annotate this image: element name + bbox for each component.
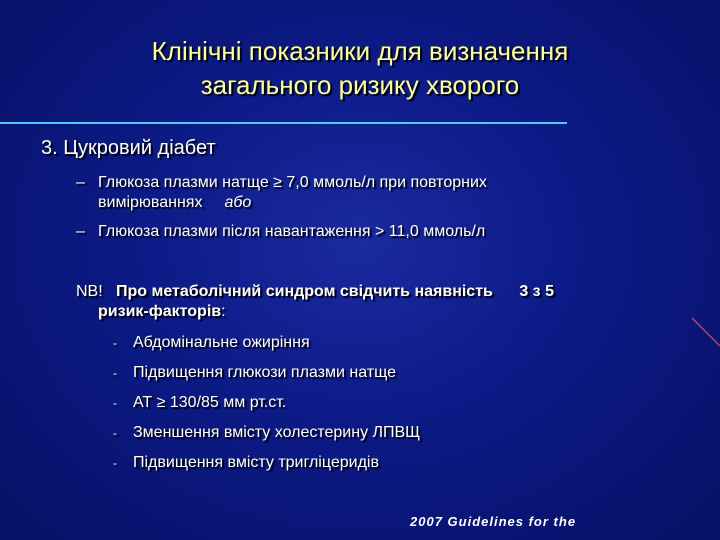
bullet-icon: - bbox=[113, 336, 117, 350]
slide-title bbox=[20, 34, 700, 102]
list-item bbox=[113, 333, 420, 363]
risk-factor-text: Абдомінальне ожиріння bbox=[133, 334, 310, 351]
slide-title-line-1: Клінічні показники для визначення bbox=[151, 36, 569, 66]
connector-word: або bbox=[224, 194, 252, 211]
criterion-text-cont: вимірюваннях bbox=[98, 194, 203, 211]
criterion-text: Глюкоза плазми після навантаження > 11,0 ммоль/л bbox=[98, 223, 486, 240]
decorative-line bbox=[690, 300, 720, 360]
list-item bbox=[113, 363, 420, 393]
section-heading: 3. Цукровий діабет bbox=[41, 137, 216, 159]
nb-lead: NB! bbox=[76, 283, 103, 300]
risk-factor-text: Підвищення глюкози плазми натще bbox=[133, 364, 396, 381]
bullet-icon: - bbox=[113, 456, 117, 470]
nb-line2: ризик-факторів bbox=[98, 303, 222, 320]
dash-bullet: – bbox=[76, 223, 85, 240]
list-item bbox=[113, 423, 420, 453]
bullet-icon: - bbox=[113, 396, 117, 410]
criterion-fasting-glucose bbox=[76, 173, 676, 213]
risk-factor-list bbox=[113, 333, 420, 483]
footer-source: 2007 Guidelines for the bbox=[410, 514, 577, 529]
list-item bbox=[113, 453, 420, 483]
criterion-text: Глюкоза плазми натще ≥ 7,0 ммоль/л при повторних bbox=[98, 174, 487, 191]
criterion-load-glucose bbox=[76, 222, 676, 242]
risk-factor-text: АТ ≥ 130/85 мм рт.ст. bbox=[133, 394, 287, 411]
dash-bullet: – bbox=[76, 174, 85, 191]
risk-factor-text: Зменшення вмісту холестерину ЛПВЩ bbox=[133, 424, 421, 441]
nb-count: 3 з 5 bbox=[519, 283, 554, 300]
nb-colon: : bbox=[221, 303, 226, 320]
list-item bbox=[113, 393, 420, 423]
title-divider bbox=[0, 122, 567, 124]
nb-note bbox=[76, 282, 686, 322]
bullet-icon: - bbox=[113, 366, 117, 380]
slide-title-line-2: загального ризику хворого bbox=[200, 70, 520, 100]
nb-body: Про метаболічний синдром свідчить наявність bbox=[116, 283, 493, 300]
risk-factor-text: Підвищення вмісту тригліцеридів bbox=[133, 454, 379, 471]
bullet-icon: - bbox=[113, 426, 117, 440]
